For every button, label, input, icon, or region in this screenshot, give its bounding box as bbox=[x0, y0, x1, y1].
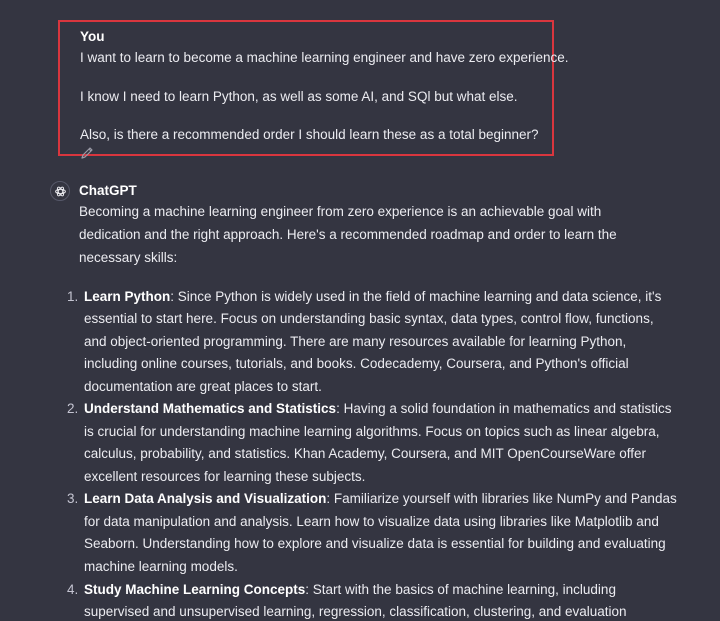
assistant-intro-line: dedication and the right approach. Here's a recommended roadmap and order to learn the bbox=[79, 227, 617, 242]
list-item-first-line bbox=[84, 401, 672, 416]
assistant-intro-line: Becoming a machine learning engineer from zero experience is an achievable goal with bbox=[79, 204, 602, 219]
list-item-line: and object-oriented programming. There are many resources available for learning Python, bbox=[84, 334, 627, 349]
list-item-text: : Since Python is widely used in the field of machine learning and data science, it's bbox=[170, 289, 662, 304]
list-item-text: : Having a solid foundation in mathematics and statistics bbox=[336, 401, 672, 416]
list-item-text: : Start with the basics of machine learning, including bbox=[305, 582, 616, 597]
list-item-line: excellent resources for learning these subjects. bbox=[84, 469, 366, 484]
list-item-line: machine learning models. bbox=[84, 559, 238, 574]
list-item-line: documentation are great places to start. bbox=[84, 379, 322, 394]
user-message bbox=[58, 20, 569, 156]
list-item-number: 2. bbox=[67, 401, 79, 416]
list-item-number: 4. bbox=[67, 582, 79, 597]
list-item-line: including online courses, tutorials, and books. Codecademy, Coursera, and Python's official bbox=[84, 356, 629, 371]
list-item-first-line bbox=[84, 491, 677, 506]
list-item-title: Study Machine Learning Concepts bbox=[84, 582, 306, 597]
list-item-first-line bbox=[84, 289, 661, 304]
user-author-label: You bbox=[80, 29, 105, 44]
assistant-author-label: ChatGPT bbox=[79, 183, 137, 198]
assistant-intro-line: necessary skills: bbox=[79, 250, 178, 265]
list-item-title: Learn Python bbox=[84, 289, 171, 304]
openai-logo-icon bbox=[50, 181, 70, 201]
list-item-title: Understand Mathematics and Statistics bbox=[84, 401, 337, 416]
list-item-line: Seaborn. Understanding how to explore and visualize data is essential for building and evaluating bbox=[84, 536, 666, 551]
list-item-line: is crucial for understanding machine learning algorithms. Focus on topics such as linear algebra, bbox=[84, 424, 660, 439]
list-item-title: Learn Data Analysis and Visualization bbox=[84, 491, 327, 506]
list-item-number: 1. bbox=[67, 289, 79, 304]
user-message-line: I want to learn to become a machine learning engineer and have zero experience. bbox=[80, 50, 569, 65]
user-message-line: Also, is there a recommended order I should learn these as a total beginner? bbox=[80, 127, 539, 142]
list-item-number: 3. bbox=[67, 491, 79, 506]
list-item-line: essential to start here. Focus on understanding basic syntax, data types, control flow, functions, bbox=[84, 311, 654, 326]
list-item-first-line bbox=[84, 582, 616, 597]
list-item-line: calculus, probability, and statistics. Khan Academy, Coursera, and MIT OpenCourseWare offer bbox=[84, 446, 647, 461]
user-message-line: I know I need to learn Python, as well as some AI, and SQl but what else. bbox=[80, 89, 518, 104]
list-item-line: supervised and unsupervised learning, regression, classification, clustering, and evaluation bbox=[84, 604, 627, 619]
list-item-text: : Familiarize yourself with libraries like NumPy and Pandas bbox=[326, 491, 677, 506]
list-item-line: for data manipulation and analysis. Learn how to visualize data using libraries like Matplotlib and bbox=[84, 514, 659, 529]
pencil-icon[interactable] bbox=[80, 146, 94, 160]
